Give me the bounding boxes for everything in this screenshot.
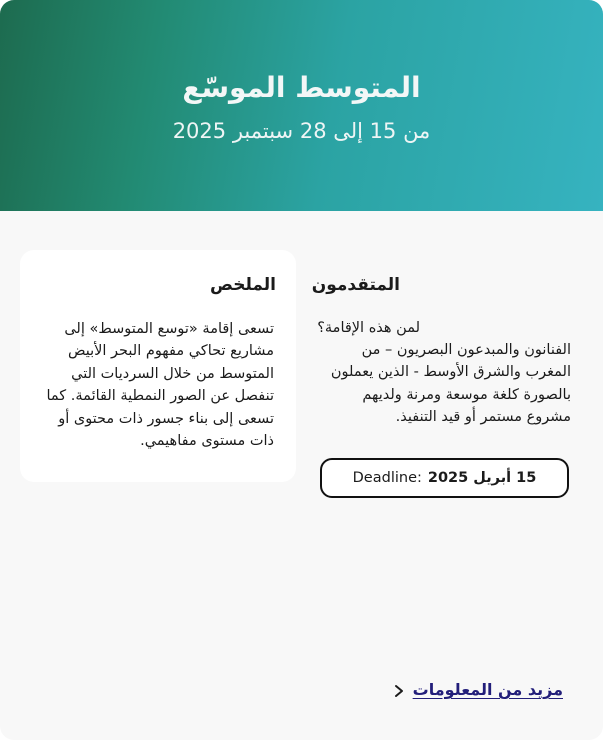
more-info-link[interactable] [393, 680, 563, 699]
hero-banner [0, 0, 603, 211]
deadline-date: 15 أبريل 2025 [427, 470, 537, 486]
deadline-badge [320, 458, 569, 498]
applicants-text: الفنانون والمبدعون البصريون – من المغرب والشرق الأوسط - الذين يعملون بالصورة كلغة موسعة ومرنة ولديهم مشروع مستمر أو قيد التنفيذ. [330, 342, 571, 426]
page-title: المتوسط الموسّع [182, 71, 421, 104]
applicants-heading: المتقدمون [311, 275, 400, 295]
summary-heading: الملخص [210, 275, 276, 295]
date-range: من 15 إلى 28 سبتمبر 2025 [172, 119, 431, 143]
summary-panel [20, 250, 296, 482]
applicants-question: لمن هذه الإقامة؟ [317, 320, 420, 336]
more-info-label[interactable]: مزيد من المعلومات [412, 680, 563, 699]
deadline-label: Deadline: [352, 470, 422, 486]
summary-text: تسعى إقامة «توسع المتوسط» إلى مشاريع تحاكي مفهوم البحر الأبيض المتوسط من خلال السرديات التي تنفصل عن الصور النمطية القائمة. كما تسعى إلى بناء جسور ذات محتوى أو ذات مستوى مفاهيمي. [46, 321, 274, 450]
chevron-right-icon [393, 683, 405, 697]
